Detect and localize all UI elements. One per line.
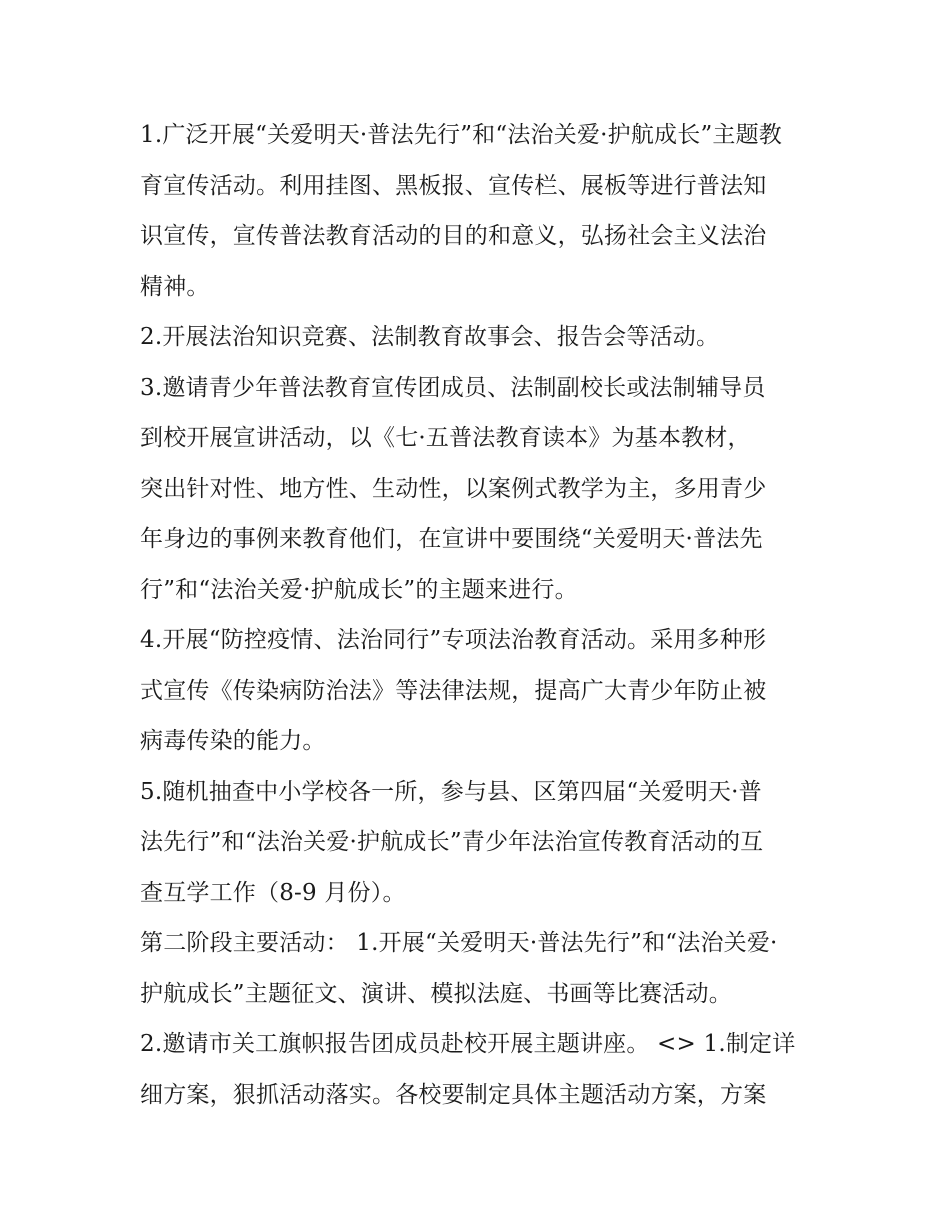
- text-line-12: 式宣传《传染病防治法》等法律法规，提高广大青少年防止被: [140, 677, 767, 704]
- text-line-1: 1.广泛开展“关爱明天·普法先行”和“法治关爱·护航成长”主题教: [140, 122, 782, 148]
- text-line-14: 5.随机抽查中小学校各一所，参与县、区第四届“关爱明天·普: [140, 778, 762, 805]
- text-line-5: 2.开展法治知识竞赛、法制教育故事会、报告会等活动。: [140, 324, 720, 350]
- text-line-16: 查互学工作（8-9 月份）。: [140, 879, 406, 906]
- text-line-8: 突出针对性、地方性、生动性，以案例式教学为主，多用青少: [140, 475, 767, 502]
- text-line-19: 2.邀请市关工旗帜报告团成员赴校开展主题讲座。 <> 1.制定详: [140, 1031, 796, 1057]
- text-line-7: 到校开展宣讲活动，以《七·五普法教育读本》为基本教材，: [140, 425, 751, 451]
- text-line-9: 年身边的事例来教育他们，在宣讲中要围绕“关爱明天·普法先: [140, 526, 763, 552]
- text-line-11: 4.开展“防控疫情、法治同行”专项法治教育活动。采用多种形: [140, 627, 767, 653]
- text-line-13: 病毒传染的能力。: [140, 728, 326, 754]
- text-line-20: 细方案，狠抓活动落实。各校要制定具体主题活动方案，方案: [140, 1081, 767, 1108]
- document-body: [140, 110, 820, 1120]
- text-line-4: 精神。: [140, 273, 210, 300]
- text-line-18: 护航成长”主题征文、演讲、模拟法庭、书画等比赛活动。: [140, 980, 732, 1007]
- text-line-3: 识宣传，宣传普法教育活动的目的和意义，弘扬社会主义法治: [140, 223, 767, 249]
- text-line-10: 行”和“法治关爱·护航成长”的主题来进行。: [140, 576, 578, 603]
- text-line-17: 第二阶段主要活动： 1.开展“关爱明天·普法先行”和“法治关爱·: [140, 930, 778, 956]
- text-line-15: 法先行”和“法治关爱·护航成长”青少年法治宣传教育活动的互: [140, 829, 764, 855]
- text-line-2: 育宣传活动。利用挂图、黑板报、宣传栏、展板等进行普法知: [140, 172, 767, 199]
- text-line-6: 3.邀请青少年普法教育宣传团成员、法制副校长或法制辅导员: [140, 374, 766, 401]
